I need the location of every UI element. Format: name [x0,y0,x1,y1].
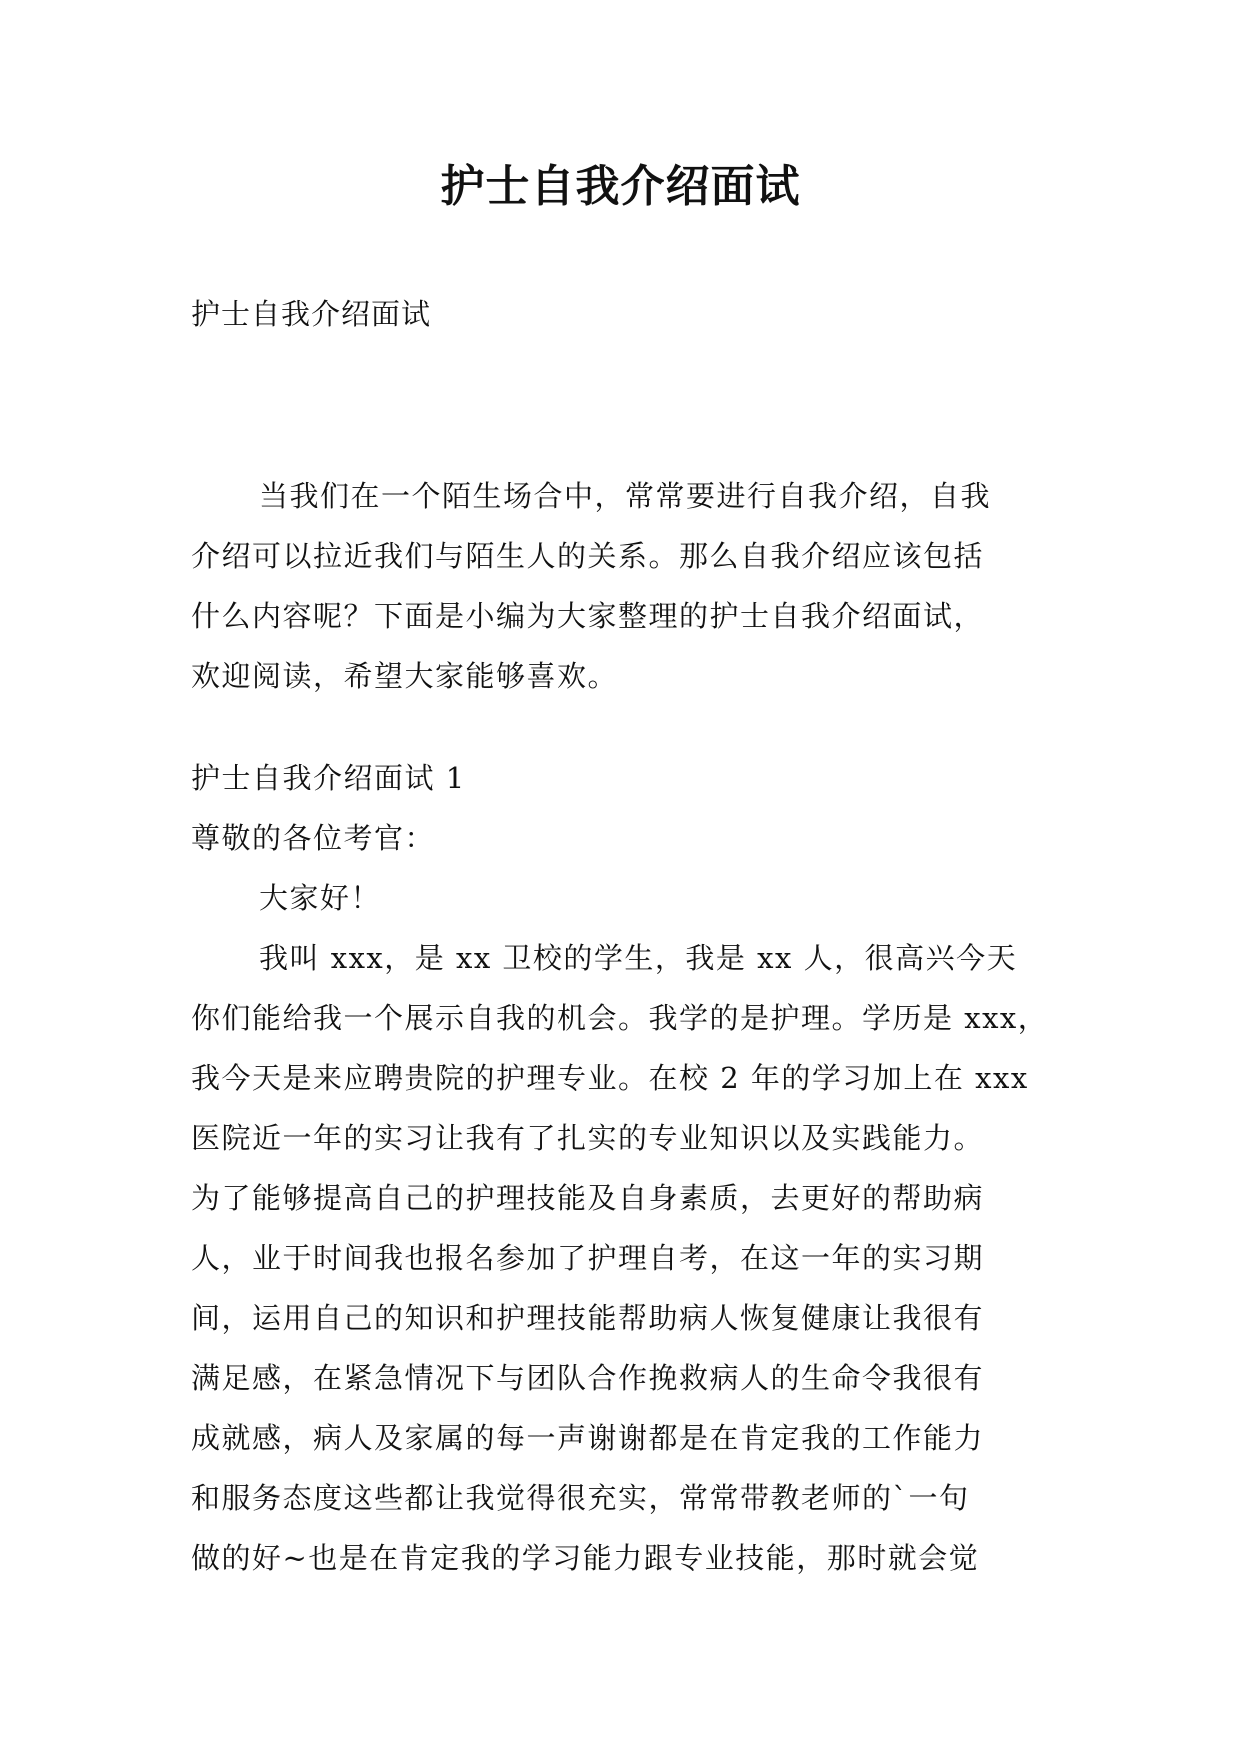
paragraph-line: 介绍可以拉近我们与陌生人的关系。那么自我介绍应该包括 [191,539,985,573]
paragraph-line: 什么内容呢？下面是小编为大家整理的护士自我介绍面试， [191,599,985,633]
paragraph-line: 你们能给我一个展示自我的机会。我学的是护理。学历是 xxx， [191,1001,1049,1035]
intro-paragraph [191,466,1051,706]
section-1 [191,748,1051,1588]
document-subtitle: 护士自我介绍面试 [191,297,432,331]
paragraph-line: 我叫 xxx，是 xx 卫校的学生，我是 xx 人，很高兴今天 [259,941,1018,975]
paragraph-line: 间，运用自己的知识和护理技能帮助病人恢复健康让我很有 [191,1301,985,1335]
paragraph-line: 成就感，病人及家属的每一声谢谢都是在肯定我的工作能力 [191,1421,985,1455]
document-title: 护士自我介绍面试 [440,161,801,212]
salutation: 尊敬的各位考官： [191,821,436,855]
paragraph-line: 当我们在一个陌生场合中，常常要进行自我介绍，自我 [259,479,992,513]
paragraph-line: 为了能够提高自己的护理技能及自身素质，去更好的帮助病 [191,1181,985,1215]
paragraph-line: 医院近一年的实习让我有了扎实的专业知识以及实践能力。 [191,1121,985,1155]
paragraph-line: 人，业于时间我也报名参加了护理自考，在这一年的实习期 [191,1241,985,1275]
paragraph-line: 做的好~也是在肯定我的学习能力跟专业技能，那时就会觉 [191,1541,980,1575]
paragraph-line: 我今天是来应聘贵院的护理专业。在校 2 年的学习加上在 xxx [191,1061,1029,1095]
greeting: 大家好！ [259,881,382,915]
section-heading: 护士自我介绍面试 1 [191,761,466,795]
paragraph-line: 满足感，在紧急情况下与团队合作挽救病人的生命令我很有 [191,1361,985,1395]
paragraph-line: 欢迎阅读，希望大家能够喜欢。 [191,659,619,693]
paragraph-line: 和服务态度这些都让我觉得很充实，常常带教老师的`一句 [191,1481,970,1515]
